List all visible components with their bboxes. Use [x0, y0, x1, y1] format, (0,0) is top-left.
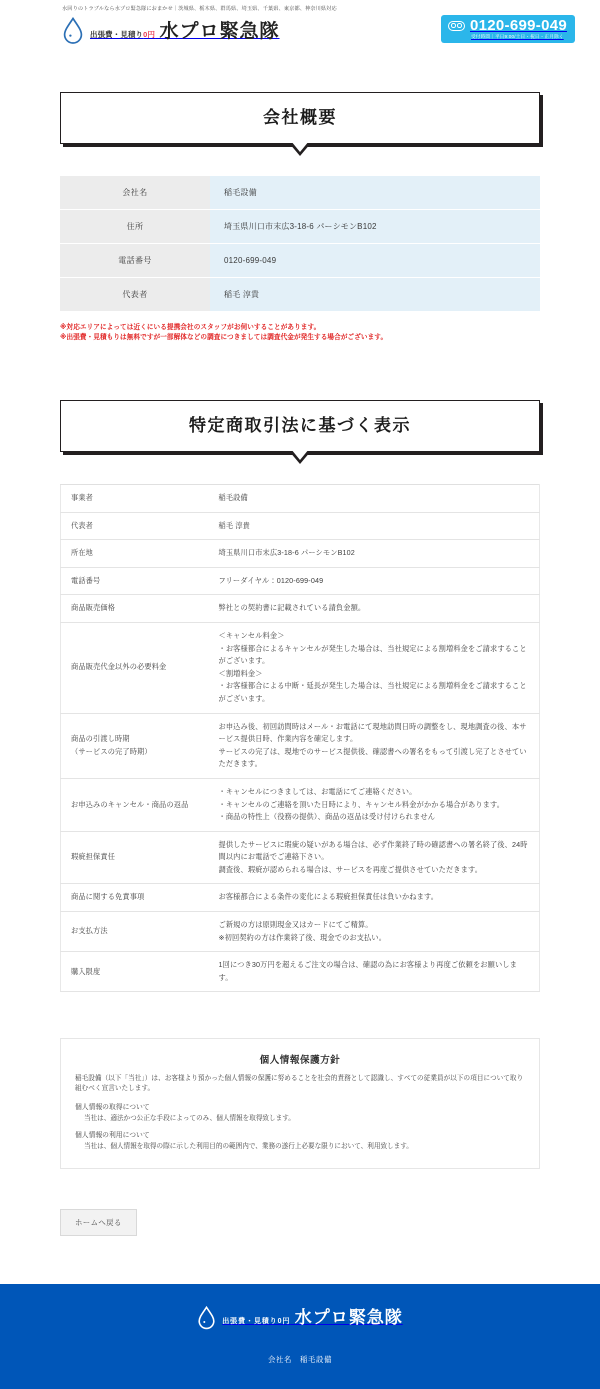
- legal-row-label: 商品に関する免責事項: [61, 884, 209, 912]
- footer-company-label: 会社名: [268, 1354, 292, 1364]
- company-row-value: 埼玉県川口市末広3-18-6 パーシモンB102: [210, 210, 540, 244]
- table-row: [61, 567, 540, 595]
- header-phone-badge[interactable]: [441, 15, 575, 43]
- legal-table-body: [61, 485, 540, 992]
- footer-logo-link[interactable]: [197, 1306, 402, 1330]
- water-drop-icon: [62, 17, 84, 45]
- privacy-item-heading: 個人情報の利用について: [75, 1131, 150, 1139]
- table-row: [60, 244, 540, 278]
- company-table-body: [60, 176, 540, 312]
- back-button-row: [60, 1209, 540, 1236]
- company-row-label: 住所: [60, 210, 210, 244]
- table-row: [61, 540, 540, 568]
- legal-row-label: 電話番号: [61, 567, 209, 595]
- privacy-item-body: 当社は、個人情報を取得の際に示した利用目的の範囲内で、業務の遂行上必要な限りにおいて、利用致します。: [84, 1142, 413, 1150]
- balloon-tail-icon: [289, 143, 311, 156]
- legal-row-label: お支払方法: [61, 912, 209, 952]
- table-row: [61, 912, 540, 952]
- footer-company-value: 稲毛設備: [300, 1354, 332, 1364]
- page-main: [0, 92, 600, 1256]
- balloon-tail-icon: [289, 451, 311, 464]
- legal-row-label: 所在地: [61, 540, 209, 568]
- site-footer: [0, 1284, 600, 1389]
- legal-row-value: ・キャンセルにつきましては、お電話にてご連絡ください。 ・キャンセルのご連絡を頂いた日時により、キャンセル料金がかかる場合があります。 ・商品の特性上（役務の提供）、商品の返品は受け付けられません: [209, 778, 540, 831]
- page-title: 会社概要: [263, 108, 337, 127]
- table-row: [61, 952, 540, 992]
- legal-disclosure-table: [60, 484, 540, 992]
- freedial-icon: [448, 21, 465, 31]
- legal-section-heading: [60, 400, 540, 452]
- table-row: [60, 278, 540, 312]
- legal-row-label: 事業者: [61, 485, 209, 513]
- legal-row-label: 購入限度: [61, 952, 209, 992]
- table-row: [61, 831, 540, 884]
- phone-number: 0120-699-049: [469, 17, 567, 34]
- legal-row-value: 稲毛 淳貴: [209, 512, 540, 540]
- company-row-label: 代表者: [60, 278, 210, 312]
- company-row-value: 稲毛設備: [210, 176, 540, 210]
- legal-row-value: 提供したサービスに瑕疵の疑いがある場合は、必ず作業終了時の確認書への署名終了後、24時間以内にお電話でご連絡下さい。 調査後、瑕疵が認められる場合は、サービスを再度ご提供させていただきます。: [209, 831, 540, 884]
- legal-row-label: お申込みのキャンセル・商品の返品: [61, 778, 209, 831]
- company-row-label: 電話番号: [60, 244, 210, 278]
- legal-row-label: 商品販売価格: [61, 595, 209, 623]
- legal-row-label: 瑕疵担保責任: [61, 831, 209, 884]
- legal-row-value: 1回につき30万円を超えるご注文の場合は、確認の為にお客様より再度ご依頼をお願いします。: [209, 952, 540, 992]
- phone-row: [448, 18, 567, 33]
- header-tagline: 水回りのトラブルなら水プロ緊急隊におまかせ｜茨城県、栃木県、群馬県、埼玉県、千葉県、東京都、神奈川県対応: [62, 6, 337, 12]
- legal-row-value: お申込み後、初回訪問時はメール・お電話にて現地訪問日時の調整をし、現地調査の後、本サービス提供日時、作業内容を確定します。 サービスの完了は、現地でのサービス提供後、確認書への署名をもって引渡し完了とさせていただきます。: [209, 713, 540, 778]
- company-heading-balloon: [60, 92, 540, 144]
- back-to-home-button[interactable]: ホームへ戻る: [60, 1209, 137, 1236]
- site-header: [0, 0, 600, 66]
- legal-row-value: ご新規の方は原則現金又はカードにてご精算。 ※初回契約の方は作業終了後、現金でのお支払い。: [209, 912, 540, 952]
- legal-row-value: 埼玉県川口市末広3-18-6 パーシモンB102: [209, 540, 540, 568]
- privacy-lead: 稲毛設備（以下「当社」）は、お客様より預かった個人情報の保護に努めることを社会的責務として認識し、すべての従業員が以下の項目について取り組むべく宣言いたします。: [75, 1075, 524, 1093]
- table-row: [61, 622, 540, 713]
- legal-row-value: 弊社との契約書に記載されている請負金額。: [209, 595, 540, 623]
- privacy-item-heading: 個人情報の取得について: [75, 1103, 150, 1111]
- company-row-value: 稲毛 淳貴: [210, 278, 540, 312]
- legal-row-value: 稲毛設備: [209, 485, 540, 513]
- header-brand-sub: 出張費・見積り0円: [90, 29, 156, 39]
- footer-brand-text: [222, 1308, 402, 1328]
- table-row: [61, 884, 540, 912]
- company-section-heading: [60, 92, 540, 144]
- footer-brand-sub: 出張費・見積り0円: [222, 1317, 291, 1325]
- privacy-policy-section: [60, 1038, 540, 1168]
- table-row: [60, 176, 540, 210]
- company-row-value: 0120-699-049: [210, 244, 540, 278]
- water-drop-icon: [197, 1306, 216, 1330]
- footer-company-info: [0, 1354, 600, 1365]
- legal-heading-balloon: [60, 400, 540, 452]
- table-row: [61, 778, 540, 831]
- table-row: [60, 210, 540, 244]
- privacy-item-body: 当社は、適法かつ公正な手段によってのみ、個人情報を取得致します。: [84, 1114, 295, 1122]
- company-overview-table: [60, 176, 540, 312]
- company-note-1: ※対応エリアによっては近くにいる提携会社のスタッフがお伺いすることがあります。: [60, 324, 321, 331]
- header-brand-text: [90, 21, 280, 42]
- footer-brand-name: 水プロ緊急隊: [294, 1307, 403, 1327]
- company-note-2: ※出張費・見積もりは無料ですが一部解体などの調査につきましては調査代金が発生する場合がございます。: [60, 333, 388, 341]
- legal-row-label: 代表者: [61, 512, 209, 540]
- table-row: [61, 485, 540, 513]
- privacy-title: 個人情報保護方針: [259, 1055, 341, 1067]
- legal-row-label: 商品の引渡し時期 （サービスの完了時期）: [61, 713, 209, 778]
- table-row: [61, 595, 540, 623]
- company-notes: [60, 323, 540, 342]
- phone-badge-inner: [448, 18, 567, 40]
- legal-row-label: 商品販売代金以外の必要料金: [61, 622, 209, 713]
- company-row-label: 会社名: [60, 176, 210, 210]
- table-row: [61, 713, 540, 778]
- legal-row-value: ＜キャンセル料金＞ ・お客様都合によるキャンセルが発生した場合は、当社規定による割増料金をご請求することがございます。 ＜割増料金＞ ・お客様都合による中断・延長が発生した場合は、当社規定による割増料金をご請求することがございます。: [209, 622, 540, 713]
- table-row: [61, 512, 540, 540]
- legal-row-value: お客様都合による条件の変化による瑕疵担保責任は負いかねます。: [209, 884, 540, 912]
- legal-row-value: フリーダイヤル：0120-699-049: [209, 567, 540, 595]
- header-brand-name: 水プロ緊急隊: [159, 20, 280, 42]
- legal-title: 特定商取引法に基づく表示: [189, 416, 411, 435]
- phone-note: 受付時間｜平日9:00/土日・祝日・正月除く: [470, 34, 564, 39]
